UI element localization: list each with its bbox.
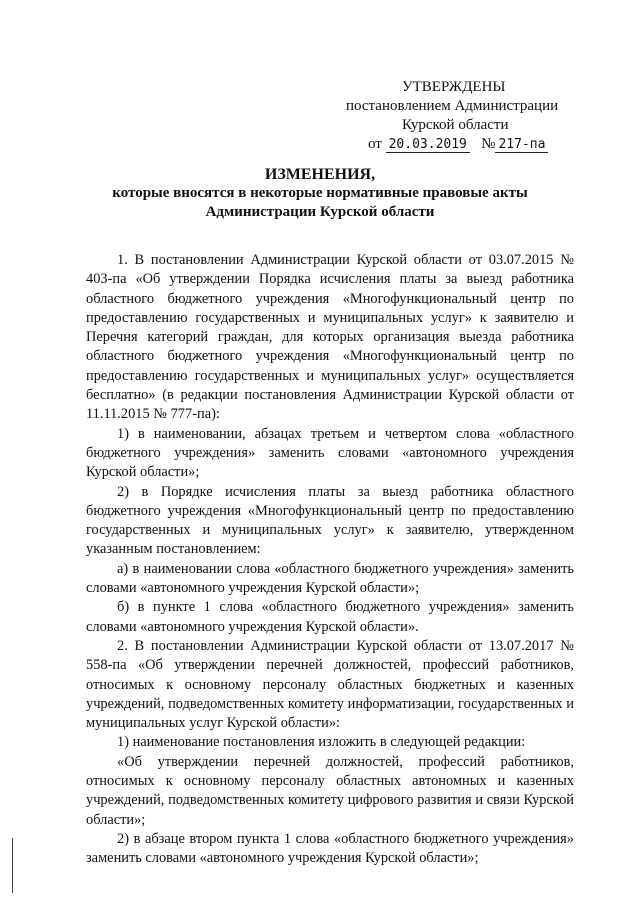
- approved-label: УТВЕРЖДЕНЫ: [402, 79, 506, 95]
- paragraph: 2) в Порядке исчисления платы за выезд работника областного бюджетного учреждения «Многофункциональный центр по предоставлению государственных и муниципальных услуг» к заявителю, утвержденном указанным постановлением:: [86, 483, 574, 558]
- paragraph: 1) в наименовании, абзацах третьем и четвертом слова «областного бюджетного учреждения» заменить словами «автономного учреждения Курской области»;: [86, 425, 574, 481]
- scan-edge-line: [12, 838, 13, 893]
- paragraph: 2) в абзаце втором пункта 1 слова «областного бюджетного учреждения» заменить словами «автономного учреждения Курской области»;: [86, 830, 574, 867]
- approval-date: 20.03.2019: [386, 137, 470, 153]
- paragraph: а) в наименовании слова «областного бюджетного учреждения» заменить словами «автономного учреждения Курской области»;: [86, 560, 574, 597]
- region-line: Курской области: [402, 117, 509, 133]
- paragraph: 1. В постановлении Администрации Курской области от 03.07.2015 № 403-па «Об утверждении Порядка исчисления платы за выезд работника областного бюджетного учреждения «Многофункциональный центр по предоставлению государственных и муниципальных услуг» к заявителю и Перечня категорий граждан, для которых организация выезда работника областного бюджетного учреждения «Многофункциональный центр по предоставлению государственных и муниципальных услуг» осуществляется бесплатно» (в редакции постановления Администрации Курской области от 11.11.2015 № 777-па):: [86, 252, 574, 423]
- approval-stamp: [340, 78, 580, 154]
- paragraph: б) в пункте 1 слова «областного бюджетного учреждения» заменить словами «автономного учреждения Курской области».: [86, 599, 574, 635]
- date-number-line: [340, 135, 580, 154]
- paragraph: 2. В постановлении Администрации Курской области от 13.07.2017 № 558-па «Об утверждении перечней должностей, профессий работников, относимых к основному персоналу областных бюджетных и казенных учреждений, подведомственных комитету информатизации, государственных и муниципальных услуг Курской области»:: [86, 637, 574, 732]
- document-subtitle-2: Администрации Курской области: [205, 204, 435, 220]
- from-label: от: [368, 136, 382, 152]
- document-subtitle-1: которые вносятся в некоторые нормативные правовые акты: [112, 185, 528, 201]
- number-label: №: [481, 136, 496, 152]
- approval-number: 217-па: [495, 137, 548, 153]
- document-title: ИЗМЕНЕНИЯ,: [264, 166, 376, 183]
- document-body: [86, 251, 574, 869]
- paragraph: «Об утверждении перечней должностей, профессий работников, относимых к основному персоналу областных автономных и казенных учреждений, подведомственных комитету цифрового развития и связи Курской области»;: [86, 753, 574, 828]
- approved-by-line: постановлением Администрации: [346, 98, 559, 114]
- paragraph: 1) наименование постановления изложить в следующей редакции:: [117, 734, 526, 751]
